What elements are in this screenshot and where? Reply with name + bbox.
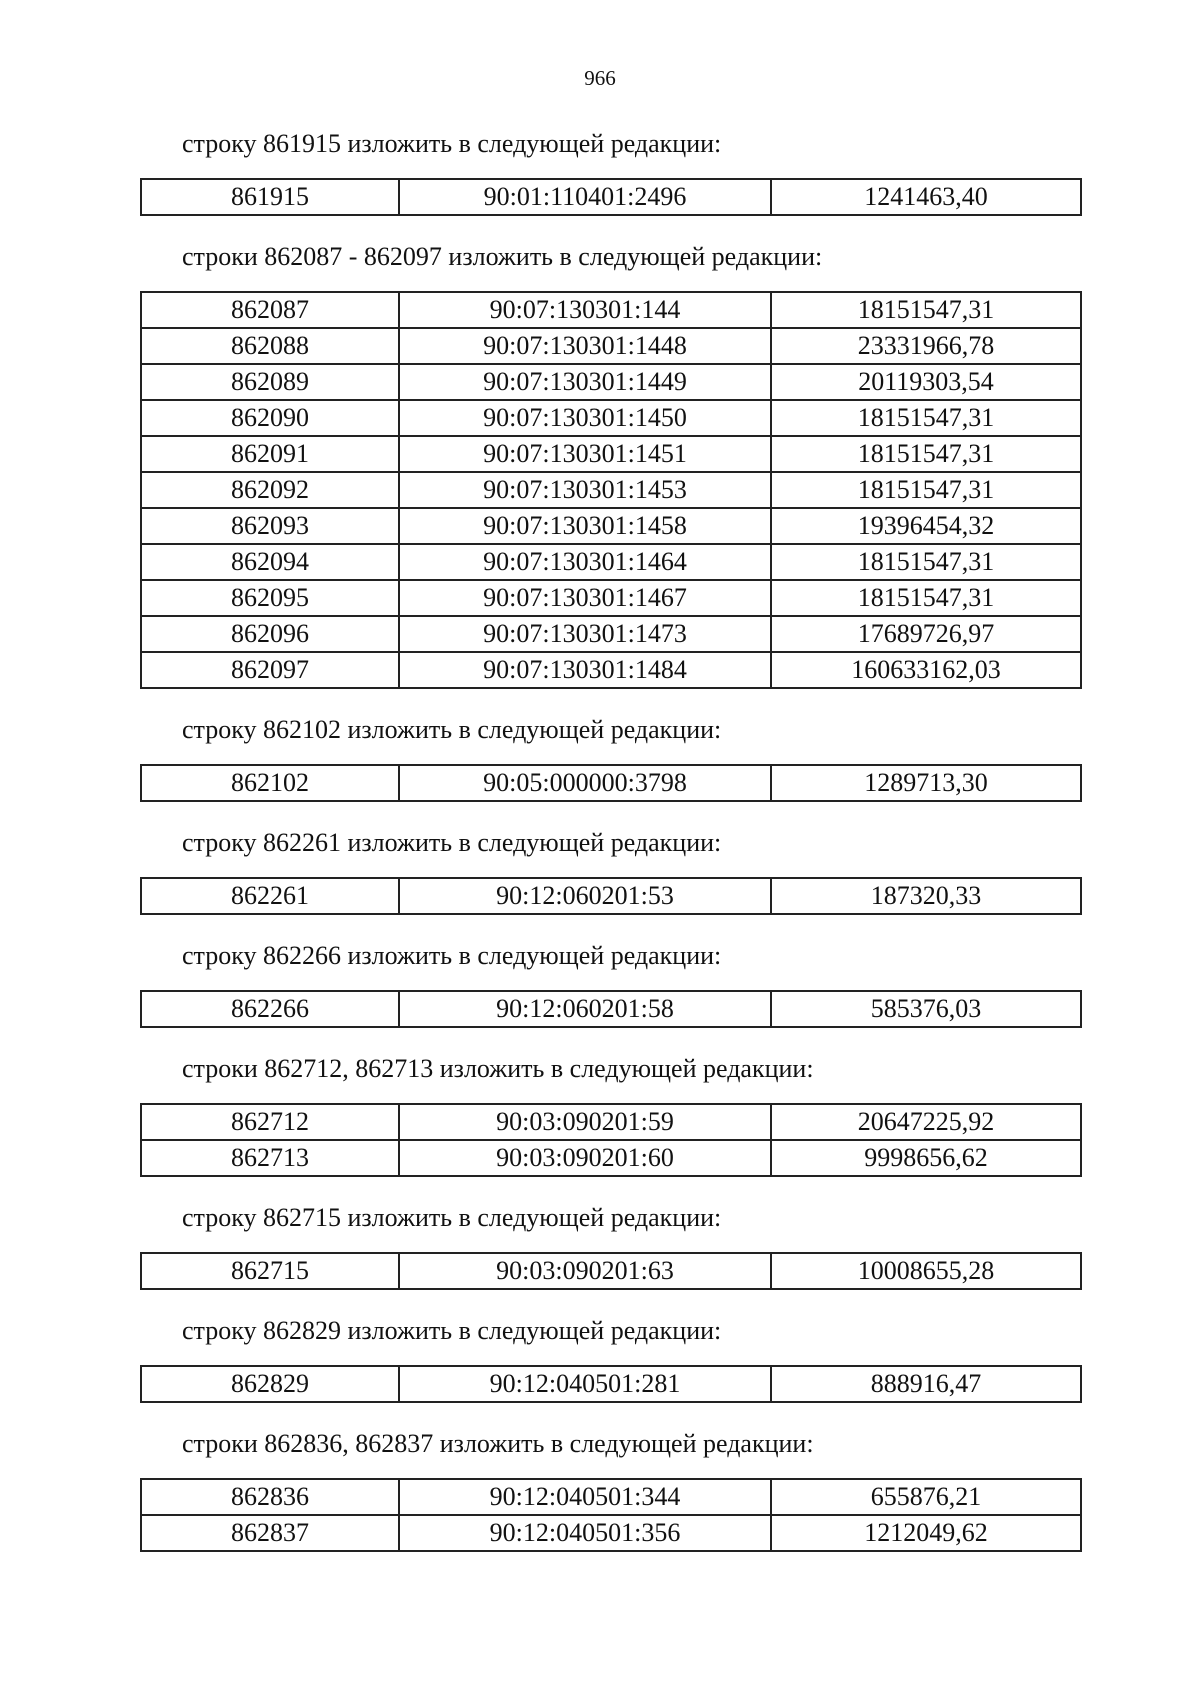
value-cell: 1212049,62 [771, 1515, 1081, 1551]
row-number-cell: 861915 [141, 179, 399, 215]
cadastral-number-cell: 90:12:040501:281 [399, 1366, 771, 1402]
table-row [141, 765, 1081, 801]
row-number-cell: 862090 [141, 400, 399, 436]
table-row [141, 1366, 1081, 1402]
section-heading: строку 862715 изложить в следующей редакции: [182, 1203, 722, 1232]
row-number-cell: 862089 [141, 364, 399, 400]
cadastral-number-cell: 90:07:130301:1467 [399, 580, 771, 616]
table-row [141, 364, 1081, 400]
cadastral-number-cell: 90:07:130301:1450 [399, 400, 771, 436]
cadastral-number-cell: 90:07:130301:1448 [399, 328, 771, 364]
table-row [141, 400, 1081, 436]
table-row [141, 616, 1081, 652]
row-number-cell: 862093 [141, 508, 399, 544]
value-cell: 18151547,31 [771, 580, 1081, 616]
value-cell: 18151547,31 [771, 400, 1081, 436]
data-table [140, 291, 1082, 689]
value-cell: 19396454,32 [771, 508, 1081, 544]
cadastral-number-cell: 90:03:090201:59 [399, 1104, 771, 1140]
row-number-cell: 862836 [141, 1479, 399, 1515]
cadastral-number-cell: 90:12:060201:53 [399, 878, 771, 914]
section-heading: строку 862102 изложить в следующей редакции: [182, 715, 722, 744]
row-number-cell: 862102 [141, 765, 399, 801]
table-row [141, 1104, 1081, 1140]
table-row [141, 1479, 1081, 1515]
data-table [140, 1103, 1082, 1177]
document-body [140, 128, 1080, 1577]
cadastral-number-cell: 90:07:130301:144 [399, 292, 771, 328]
value-cell: 1241463,40 [771, 179, 1081, 215]
data-table [140, 990, 1082, 1028]
value-cell: 160633162,03 [771, 652, 1081, 688]
cadastral-number-cell: 90:07:130301:1484 [399, 652, 771, 688]
row-number-cell: 862094 [141, 544, 399, 580]
table-row [141, 472, 1081, 508]
cadastral-number-cell: 90:07:130301:1449 [399, 364, 771, 400]
table-row [141, 991, 1081, 1027]
row-number-cell: 862095 [141, 580, 399, 616]
row-number-cell: 862829 [141, 1366, 399, 1402]
value-cell: 18151547,31 [771, 436, 1081, 472]
value-cell: 888916,47 [771, 1366, 1081, 1402]
cadastral-number-cell: 90:01:110401:2496 [399, 179, 771, 215]
row-number-cell: 862713 [141, 1140, 399, 1176]
value-cell: 18151547,31 [771, 472, 1081, 508]
value-cell: 10008655,28 [771, 1253, 1081, 1289]
section-heading: строки 862087 - 862097 изложить в следующей редакции: [182, 242, 823, 271]
cadastral-number-cell: 90:07:130301:1458 [399, 508, 771, 544]
cadastral-number-cell: 90:12:040501:344 [399, 1479, 771, 1515]
table-row [141, 652, 1081, 688]
value-cell: 18151547,31 [771, 544, 1081, 580]
cadastral-number-cell: 90:03:090201:63 [399, 1253, 771, 1289]
row-number-cell: 862266 [141, 991, 399, 1027]
table-row [141, 544, 1081, 580]
data-table [140, 877, 1082, 915]
cadastral-number-cell: 90:07:130301:1473 [399, 616, 771, 652]
row-number-cell: 862097 [141, 652, 399, 688]
section-heading: строку 862261 изложить в следующей редакции: [182, 828, 722, 857]
value-cell: 1289713,30 [771, 765, 1081, 801]
cadastral-number-cell: 90:12:040501:356 [399, 1515, 771, 1551]
table-row [141, 1515, 1081, 1551]
cadastral-number-cell: 90:07:130301:1453 [399, 472, 771, 508]
value-cell: 655876,21 [771, 1479, 1081, 1515]
value-cell: 23331966,78 [771, 328, 1081, 364]
table-row [141, 878, 1081, 914]
row-number-cell: 862712 [141, 1104, 399, 1140]
value-cell: 18151547,31 [771, 292, 1081, 328]
row-number-cell: 862715 [141, 1253, 399, 1289]
row-number-cell: 862088 [141, 328, 399, 364]
cadastral-number-cell: 90:07:130301:1464 [399, 544, 771, 580]
table-row [141, 328, 1081, 364]
value-cell: 187320,33 [771, 878, 1081, 914]
cadastral-number-cell: 90:12:060201:58 [399, 991, 771, 1027]
page-number: 966 [584, 66, 616, 90]
value-cell: 9998656,62 [771, 1140, 1081, 1176]
table-row [141, 1140, 1081, 1176]
data-table [140, 764, 1082, 802]
cadastral-number-cell: 90:07:130301:1451 [399, 436, 771, 472]
value-cell: 17689726,97 [771, 616, 1081, 652]
section-heading: строку 862829 изложить в следующей редакции: [182, 1316, 722, 1345]
section-heading: строки 862836, 862837 изложить в следующей редакции: [182, 1429, 814, 1458]
row-number-cell: 862261 [141, 878, 399, 914]
data-table [140, 1252, 1082, 1290]
table-row [141, 292, 1081, 328]
section-heading: строку 861915 изложить в следующей редакции: [182, 129, 722, 158]
section-heading: строку 862266 изложить в следующей редакции: [182, 941, 722, 970]
value-cell: 20647225,92 [771, 1104, 1081, 1140]
table-row [141, 508, 1081, 544]
data-table [140, 1365, 1082, 1403]
section-heading: строки 862712, 862713 изложить в следующей редакции: [182, 1054, 814, 1083]
row-number-cell: 862087 [141, 292, 399, 328]
row-number-cell: 862096 [141, 616, 399, 652]
row-number-cell: 862092 [141, 472, 399, 508]
table-row [141, 179, 1081, 215]
table-row [141, 1253, 1081, 1289]
cadastral-number-cell: 90:03:090201:60 [399, 1140, 771, 1176]
cadastral-number-cell: 90:05:000000:3798 [399, 765, 771, 801]
data-table [140, 178, 1082, 216]
row-number-cell: 862837 [141, 1515, 399, 1551]
value-cell: 20119303,54 [771, 364, 1081, 400]
value-cell: 585376,03 [771, 991, 1081, 1027]
table-row [141, 436, 1081, 472]
data-table [140, 1478, 1082, 1552]
table-row [141, 580, 1081, 616]
row-number-cell: 862091 [141, 436, 399, 472]
